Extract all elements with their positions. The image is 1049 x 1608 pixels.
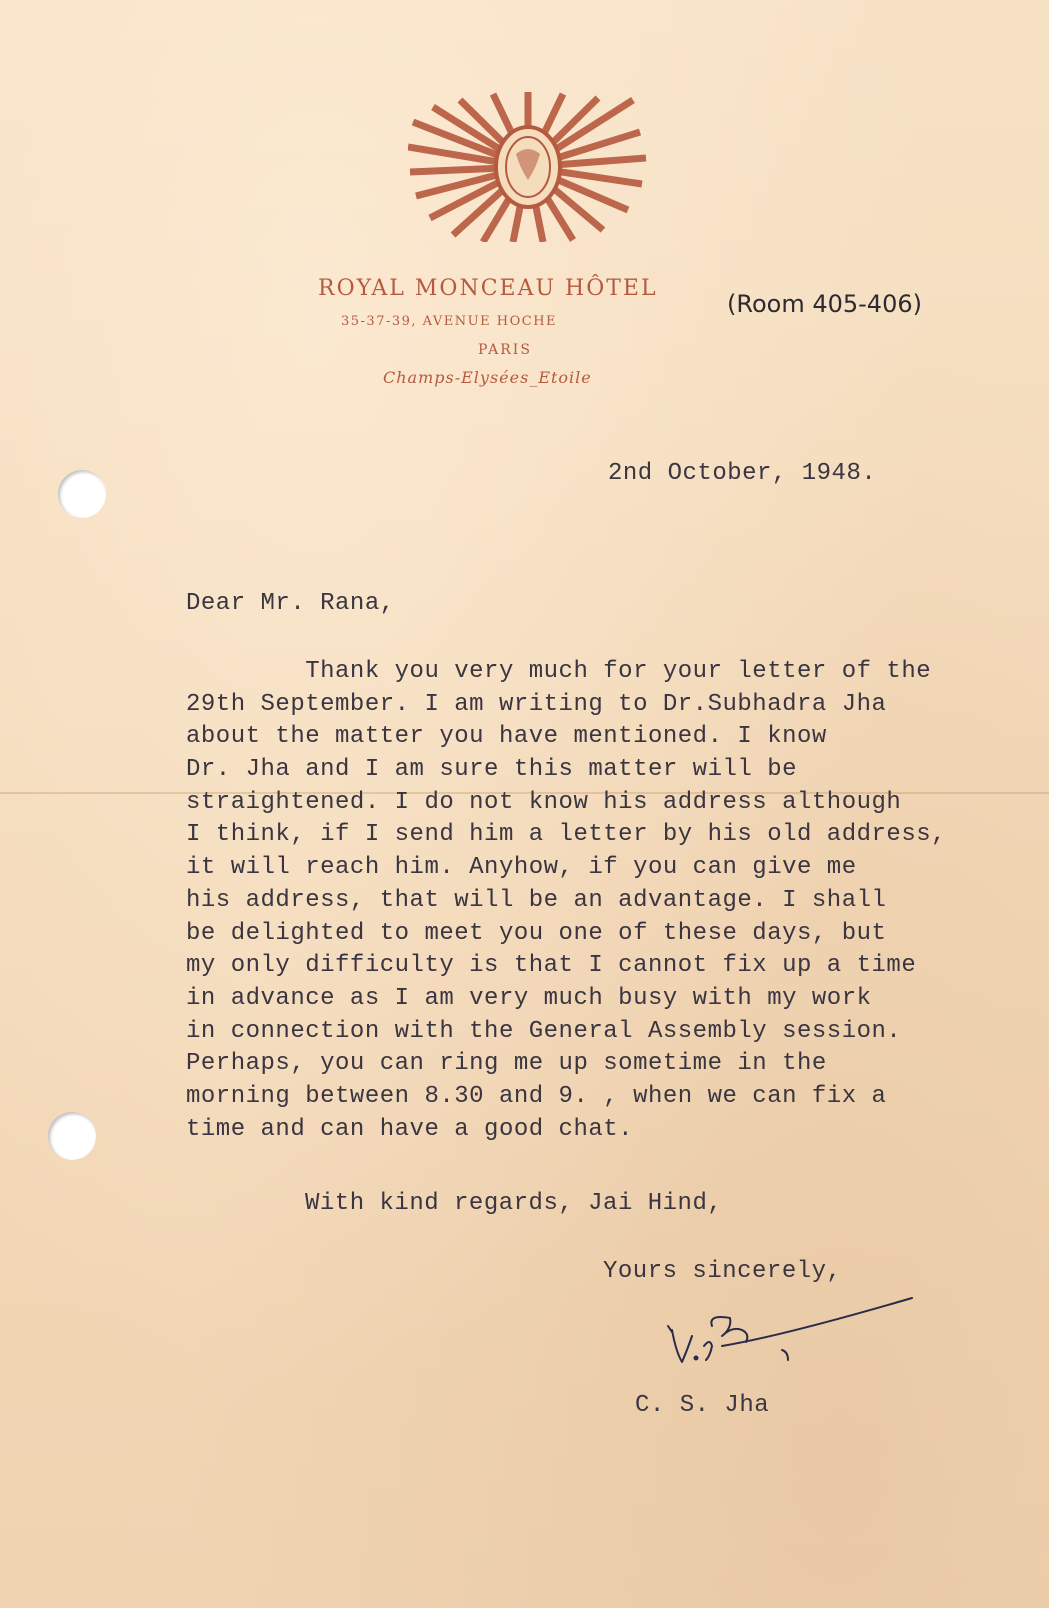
- body-line: his address, that will be an advantage. I shall: [186, 886, 887, 914]
- body-line: it will reach him. Anyhow, if you can give me: [186, 854, 857, 882]
- body-line: straightened. I do not know his address although: [186, 788, 902, 816]
- body-line: I think, if I send him a letter by his old address,: [186, 821, 947, 849]
- body-line: Perhaps, you can ring me up sometime in the: [186, 1050, 827, 1078]
- punch-hole-top: [58, 470, 106, 518]
- signatory-name: C. S. Jha: [635, 1392, 770, 1419]
- hotel-district: Champs-Elysées_Etoile: [383, 368, 592, 387]
- room-number: (Room 405-406): [727, 290, 922, 318]
- body-line: in advance as I am very much busy with my work: [186, 984, 872, 1012]
- body-line: my only difficulty is that I cannot fix up a time: [186, 952, 917, 980]
- body-line: time and can have a good chat.: [186, 1115, 634, 1143]
- body-line: about the matter you have mentioned. I know: [186, 723, 827, 751]
- regards-line: With kind regards, Jai Hind,: [305, 1190, 723, 1217]
- letter-body: [186, 656, 946, 1146]
- body-line: 29th September. I am writing to Dr.Subhadra Jha: [186, 690, 887, 718]
- handwritten-signature-icon: [666, 1296, 946, 1386]
- body-line: in connection with the General Assembly session.: [186, 1017, 902, 1045]
- hotel-street: 35-37-39, AVENUE HOCHE: [341, 314, 558, 329]
- letter-date: 2nd October, 1948.: [608, 460, 877, 487]
- closing-line: Yours sincerely,: [603, 1258, 842, 1285]
- body-line: Thank you very much for your letter of the: [186, 658, 932, 685]
- body-line: be delighted to meet you one of these days, but: [186, 919, 887, 947]
- sunburst-crest-icon: [408, 92, 648, 242]
- hotel-city: PARIS: [478, 342, 532, 358]
- body-line: Dr. Jha and I am sure this matter will be: [186, 756, 797, 784]
- salutation: Dear Mr. Rana,: [186, 590, 395, 617]
- body-line: morning between 8.30 and 9. , when we can fix a: [186, 1082, 887, 1110]
- punch-hole-bottom: [48, 1112, 96, 1160]
- hotel-name: ROYAL MONCEAU HÔTEL: [318, 276, 658, 301]
